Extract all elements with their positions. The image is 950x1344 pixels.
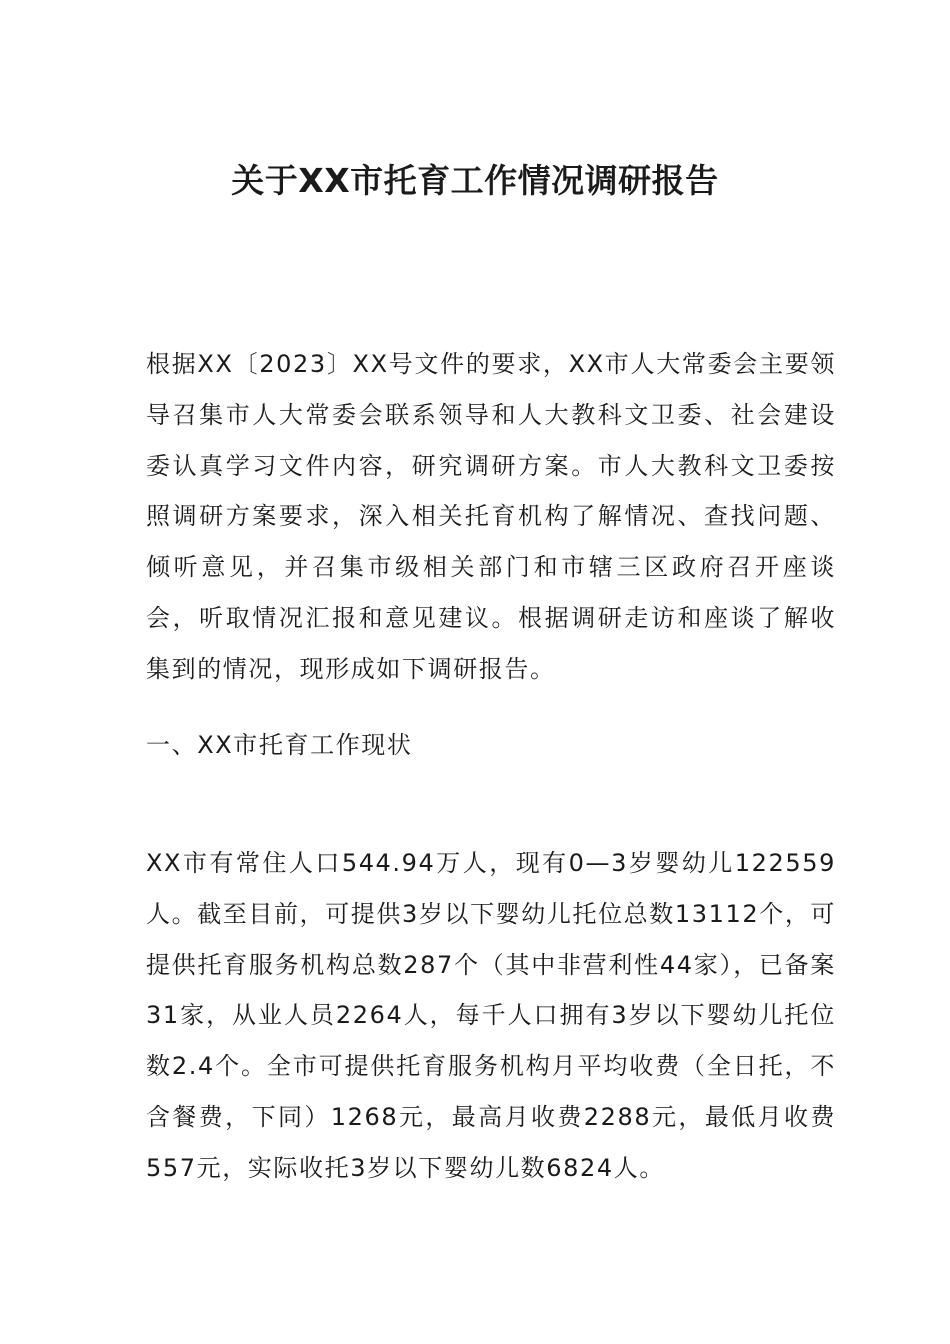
document-title: 关于XX市托育工作情况调研报告 xyxy=(231,161,719,200)
intro-paragraph: 根据XX〔2023〕XX号文件的要求，XX市人大常委会主要领导召集市人大常委会联系领导和人大教科文卫委、社会建设委认真学习文件内容，研究调研方案。市人大教科文卫委按照调研方案要求，深入相关托育机构了解情况、查找问题、倾听意见，并召集市级相关部门和市辖三区政府召开座谈会，听取情况汇报和意见建议。根据调研走访和座谈了解收集到的情况，现形成如下调研报告。 xyxy=(146,350,836,683)
section-heading: 一、XX市托育工作现状 xyxy=(146,731,413,759)
section-paragraph: XX市有常住人口544.94万人，现有0—3岁婴幼儿122559人。截至目前，可提供3岁以下婴幼儿托位总数13112个，可提供托育服务机构总数287个（其中非营利性44家），已备案31家，从业人员2264人，每千人口拥有3岁以下婴幼儿托位数2.4个。全市可提供托育服务机构月平均收费（全日托，不含餐费，下同）1268元，最高月收费2288元，最低月收费557元，实际收托3岁以下婴幼儿数6824人。 xyxy=(146,849,837,1182)
